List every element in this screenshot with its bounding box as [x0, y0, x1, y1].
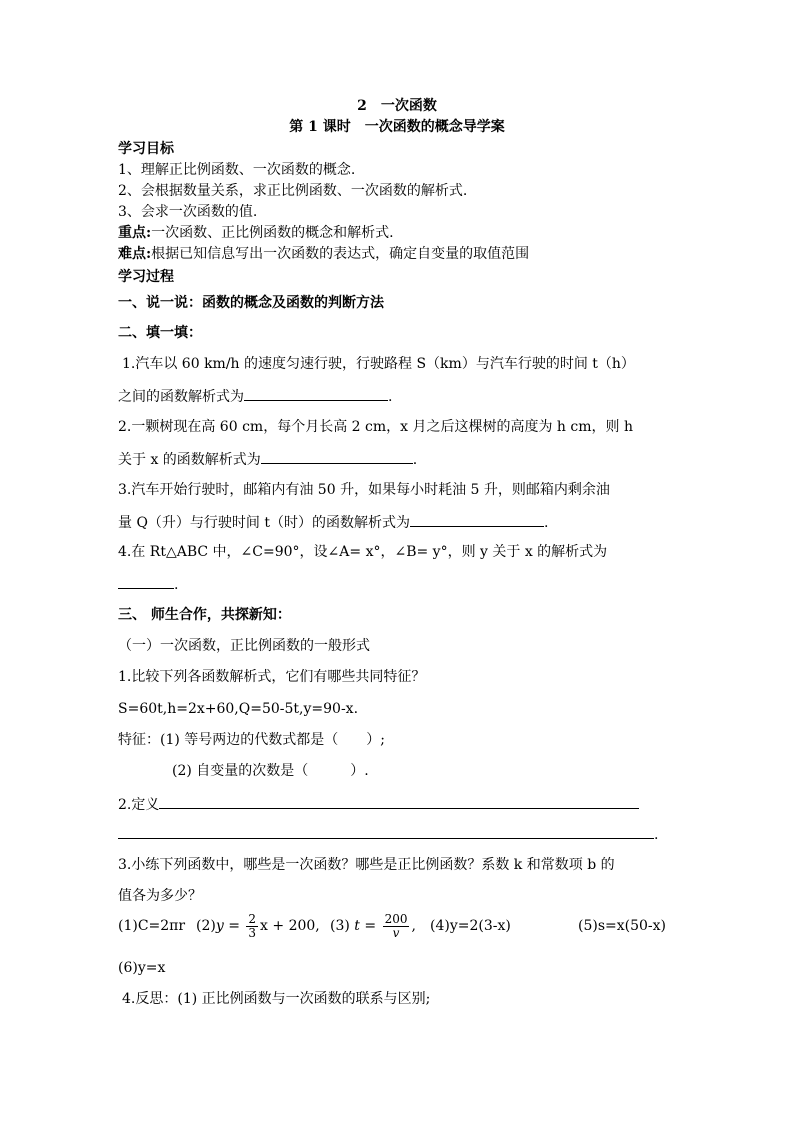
f3-denominator: v [392, 925, 400, 940]
definition-blank-2[interactable] [118, 824, 654, 839]
fill-q3-line2 [118, 512, 548, 532]
reflection: 4.反思：(1) 正比例函数与一次函数的联系与区别; [122, 991, 431, 1007]
period: . [174, 577, 179, 593]
fill-q4-line1: 4.在 Rt△ABC 中，∠C=90°，设∠A= x°，∠B= y°，则 y 关于 x 的解析式为 [118, 544, 608, 560]
answer-blank-4[interactable] [118, 574, 174, 589]
f3-prefix: (3) [330, 918, 350, 934]
definition-line [118, 794, 639, 814]
period: . [388, 389, 393, 405]
period: . [544, 515, 549, 531]
function-1: (1)C=2πr [118, 918, 186, 934]
answer-blank-2[interactable] [261, 449, 413, 464]
function-3 [330, 908, 416, 944]
process-heading: 学习过程 [118, 269, 174, 285]
fill-q1-text: 之间的函数解析式为 [118, 389, 244, 405]
difficulty-point [118, 245, 529, 263]
difficulty-text: 根据已知信息写出一次函数的表达式，确定自变量的取值范围 [151, 246, 530, 262]
goal-item-2: 2、会根据数量关系，求正比例函数、一次函数的解析式. [118, 183, 468, 199]
f2-numerator: 2 [248, 911, 257, 926]
answer-blank-3[interactable] [410, 512, 544, 527]
fill-q3-line1: 3.汽车开始行驶时，邮箱内有油 50 升，如果每小时耗油 5 升，则邮箱内剩余油 [118, 482, 610, 498]
period: . [654, 827, 659, 843]
practice-question-line2: 值各为多少？ [118, 888, 202, 904]
lesson-title: 第 1 课时 一次函数的概念导学案 [289, 119, 505, 135]
f3-var: t [354, 918, 360, 934]
function-6: (6)y=x [118, 960, 166, 976]
chapter-title: 2 一次函数 [357, 98, 437, 114]
practice-question-line1: 3.小练下列函数中，哪些是一次函数？哪些是正比例函数？系数 k 和常数项 b 的 [118, 857, 615, 873]
key-point [118, 224, 394, 242]
f2-var: y [215, 918, 224, 934]
goals-heading: 学习目标 [118, 141, 174, 157]
f3-numerator: 200 [384, 911, 408, 926]
period: . [412, 452, 418, 468]
feature-2: (2) 自变量的次数是（ ）. [172, 763, 369, 779]
fill-q2-line2 [118, 449, 417, 469]
function-2 [196, 908, 320, 944]
f2-rest: x + 200, [260, 918, 320, 934]
formula-list: S=60t,h=2x+60,Q=50-5t,y=90-x. [118, 701, 359, 717]
function-4: (4)y=2(3-x) [430, 918, 511, 934]
goal-item-1: 1、理解正比例函数、一次函数的概念. [118, 162, 356, 178]
part3-heading: 三、 师生合作，共探新知： [118, 607, 291, 623]
compare-question: 1.比较下列各函数解析式，它们有哪些共同特征？ [118, 669, 426, 685]
f2-eq: = [223, 918, 245, 934]
definition-blank[interactable] [159, 794, 639, 809]
fraction-two-thirds [246, 913, 258, 940]
definition-label: 2.定义 [118, 797, 160, 813]
difficulty-label: 难点: [118, 246, 152, 262]
f3-comma: , [411, 918, 416, 934]
f3-eq: = [359, 918, 381, 934]
key-text: 一次函数、正比例函数的概念和解析式. [151, 225, 394, 241]
f2-prefix: (2) [196, 918, 216, 934]
f2-denominator: 3 [248, 925, 257, 940]
fill-q3-text: 量 Q（升）与行驶时间 t（时）的函数解析式为 [118, 515, 411, 531]
fill-q2-text: 关于 x 的函数解析式为 [118, 452, 261, 468]
fill-q1-line2 [118, 386, 392, 406]
feature-1: 特征：(1) 等号两边的代数式都是（ ）; [118, 732, 385, 748]
part3-sub1: （一）一次函数，正比例函数的一般形式 [118, 638, 370, 654]
part1-heading: 一、说一说：函数的概念及函数的判断方法 [118, 295, 384, 311]
definition-line-2 [118, 824, 658, 844]
fraction-200-over-v [383, 913, 410, 940]
key-label: 重点: [118, 225, 152, 241]
part2-heading: 二、填一填： [118, 325, 202, 341]
goal-item-3: 3、会求一次函数的值. [118, 204, 258, 220]
answer-blank-1[interactable] [244, 386, 388, 401]
fill-q1-line1: 1.汽车以 60 km/h 的速度匀速行驶，行驶路程 S（km）与汽车行驶的时间 t（h） [122, 356, 635, 372]
function-5: (5)s=x(50-x) [578, 918, 667, 934]
fill-q2-line1: 2.一颗树现在高 60 cm，每个月长高 2 cm，x 月之后这棵树的高度为 h cm，则 h [118, 419, 633, 435]
fill-q4-line2 [118, 574, 178, 594]
